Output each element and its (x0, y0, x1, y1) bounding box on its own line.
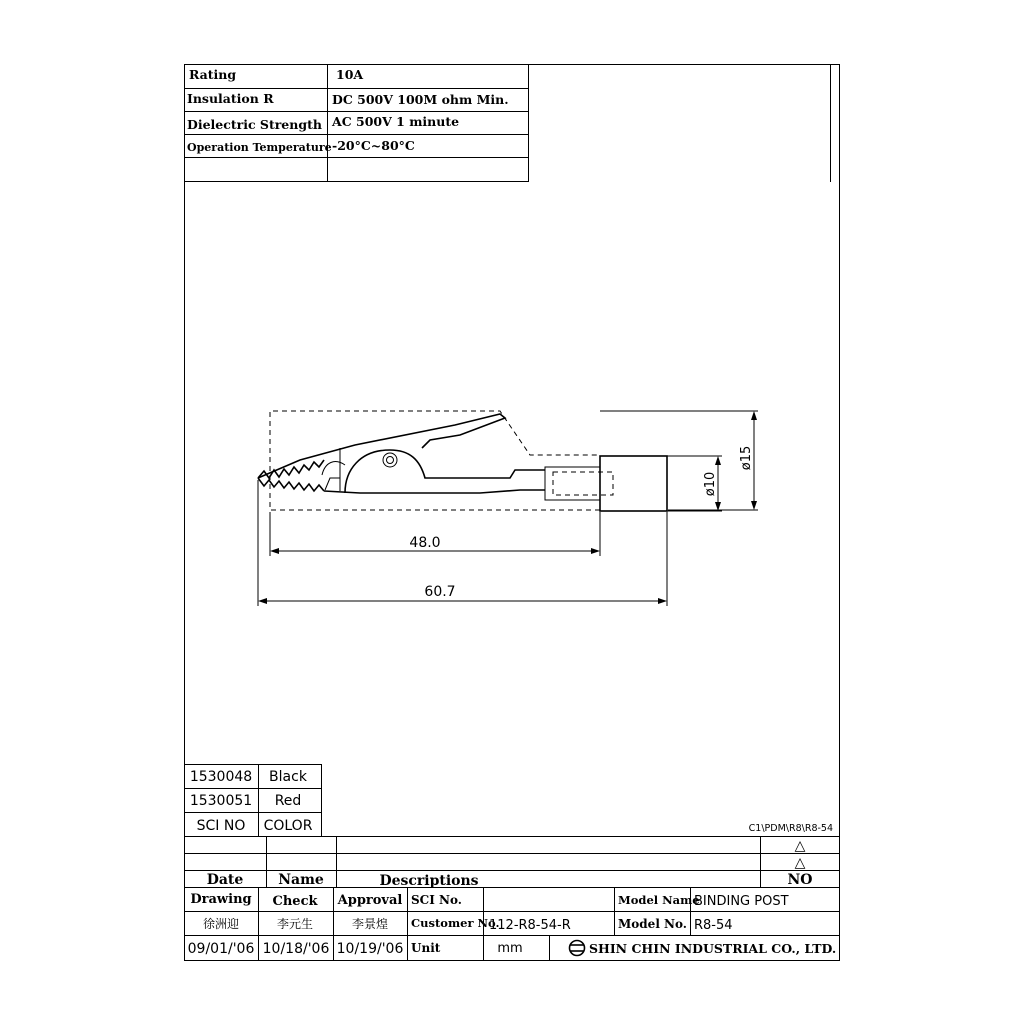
revision-header-date: Date (206, 872, 244, 888)
spec-label-temperature: Operation Temperature (187, 141, 332, 154)
approval-label: Approval (337, 893, 403, 908)
spec-value-temperature: -20°C~80°C (332, 138, 415, 153)
spec-value-rating: 10A (336, 67, 364, 82)
clip-drawing (258, 411, 758, 606)
customer-no-label: Customer No. (411, 916, 500, 930)
color-header-color: COLOR (263, 818, 313, 834)
revision-header-no: NO (787, 872, 813, 888)
model-no-label: Model No. (618, 917, 687, 931)
revision-header-name: Name (278, 872, 324, 888)
color-row-color: Red (274, 793, 302, 809)
model-name-value: BINDING POST (694, 894, 789, 909)
spec-label-insulation: Insulation R (187, 91, 274, 106)
pivot-rivet (383, 453, 397, 467)
spec-value-insulation: DC 500V 100M ohm Min. (332, 92, 509, 107)
unit-value: mm (497, 941, 523, 956)
spec-label-rating: Rating (189, 67, 237, 82)
insulator-boot (600, 456, 667, 511)
unit-label: Unit (411, 941, 441, 955)
title-block (184, 887, 839, 960)
sci-no-label: SCI No. (411, 893, 462, 907)
dim-diameter-large: ø15 (739, 445, 754, 471)
drawing-date: 09/01/'06 (187, 941, 255, 957)
approval-name: 李景煌 (351, 917, 389, 931)
spec-table (184, 64, 529, 182)
company-name: SHIN CHIN INDUSTRIAL CO., LTD. (589, 941, 837, 956)
check-name: 李元生 (276, 917, 314, 931)
drawing-name: 徐洲迎 (202, 917, 240, 931)
spec-label-dielectric: Dielectric Strength (187, 117, 322, 132)
model-name-label: Model Name (618, 893, 700, 907)
model-no-value: R8-54 (694, 918, 733, 933)
color-row-sci-no: 1530051 (189, 793, 253, 809)
color-row-sci-no: 1530048 (189, 769, 253, 785)
customer-no-value: 112-R8-54-R (489, 918, 571, 933)
revision-mark-icon: △ (794, 855, 806, 871)
revision-header-descriptions: Descriptions (379, 873, 479, 889)
check-date: 10/18/'06 (262, 941, 330, 957)
drawing-label: Drawing (190, 892, 252, 907)
color-header-sci-no: SCI NO (196, 818, 246, 834)
dim-length-60-7: 60.7 (424, 584, 456, 600)
company-logo-icon (570, 941, 585, 956)
file-path: C1\PDM\R8\R8-54 (748, 823, 833, 834)
dim-diameter-small: ø10 (703, 471, 718, 497)
approval-date: 10/19/'06 (336, 941, 404, 957)
spec-value-dielectric: AC 500V 1 minute (332, 114, 460, 129)
revision-mark-icon: △ (794, 838, 806, 854)
revision-table (184, 836, 839, 889)
color-table (184, 764, 322, 837)
dim-length-48: 48.0 (409, 535, 441, 551)
color-row-color: Black (269, 769, 307, 785)
check-label: Check (272, 894, 318, 909)
